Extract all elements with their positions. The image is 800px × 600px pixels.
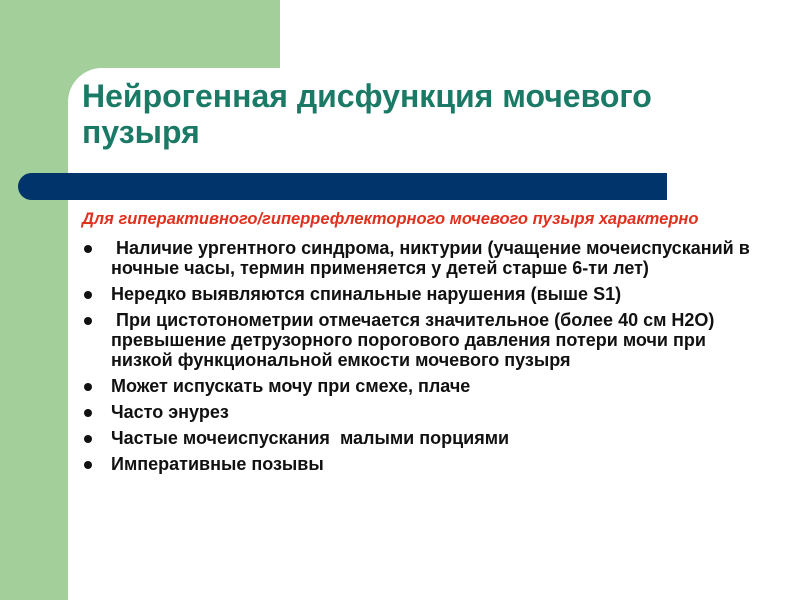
bullet-icon — [84, 409, 92, 417]
list-item-text: При цистотонометрии отмечается значительное (более 40 см Н2О) превышение детрузорного порогового давления потери мочи при низкой функциональной емкости мочевого пузыря — [111, 310, 720, 370]
title-underline-bar — [18, 173, 667, 200]
decor-green-strip — [0, 0, 68, 600]
list-item — [82, 454, 762, 474]
list-item — [82, 376, 762, 396]
list-item-text: Может испускать мочу при смехе, плаче — [111, 376, 471, 396]
bullet-icon — [84, 245, 92, 253]
list-item-text: Императивные позывы — [111, 454, 324, 474]
list-item — [82, 238, 762, 278]
slide-body — [82, 210, 762, 480]
list-item-text: Наличие ургентного синдрома, никтурии (учащение мочеиспусканий в ночные часы, термин применяется у детей старше 6-ти лет) — [111, 238, 755, 278]
list-item — [82, 310, 762, 370]
list-item — [82, 284, 762, 304]
list-item-text: Часто энурез — [111, 402, 229, 422]
bullet-icon — [84, 461, 92, 469]
bullet-list — [82, 238, 762, 474]
bullet-icon — [84, 317, 92, 325]
bullet-icon — [84, 383, 92, 391]
slide-subheading: Для гиперактивного/гиперрефлекторного мочевого пузыря характерно — [82, 210, 699, 228]
slide-title: Нейрогенная дисфункция мочевого пузыря — [82, 78, 652, 150]
bullet-icon — [84, 291, 92, 299]
list-item-text: Нередко выявляются спинальные нарушения (выше S1) — [111, 284, 622, 304]
list-item — [82, 402, 762, 422]
list-item — [82, 428, 762, 448]
bullet-icon — [84, 435, 92, 443]
list-item-text: Частые мочеиспускания малыми порциями — [111, 428, 510, 448]
